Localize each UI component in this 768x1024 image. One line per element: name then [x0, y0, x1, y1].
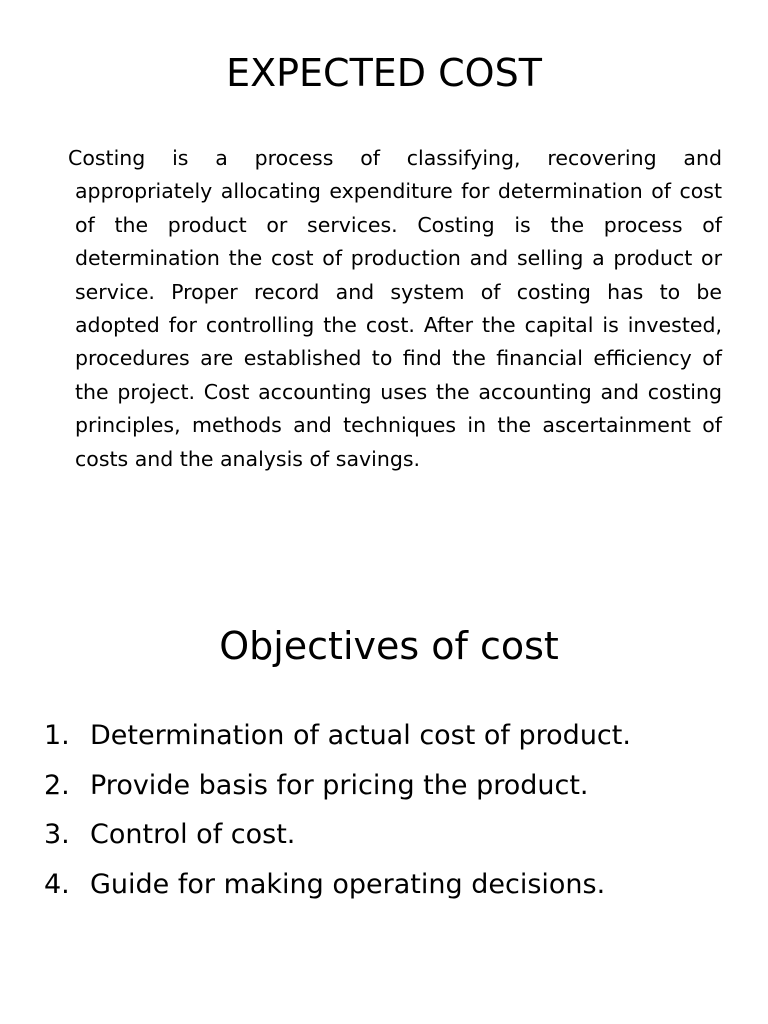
list-item-text: Control of cost. [90, 819, 296, 850]
list-item [44, 711, 744, 761]
list-item [44, 761, 744, 811]
list-item [44, 860, 744, 910]
list-item-number: 3. [44, 819, 70, 850]
list-item-number: 4. [44, 868, 70, 900]
section-heading: Objectives of cost [219, 624, 559, 668]
list-item-number: 2. [44, 769, 70, 801]
page-title: EXPECTED COST [226, 51, 542, 95]
list-item [44, 810, 744, 860]
objectives-list [44, 711, 744, 909]
list-item-text: Determination of actual cost of product. [90, 720, 631, 751]
intro-paragraph: Costing is a process of classifying, recovering and appropriately allocating expenditure for determination of cost of the product or services. Costing is the process of determination the cost of production and selling a product or service. Proper record and system of costing has to be adopted for controlling the cost. After the capital is invested, procedures are established to find the financial efficiency of the project. Cost accounting uses the accounting and costing principles, methods and techniques in the ascertainment of costs and the analysis of savings. [68, 146, 722, 471]
list-item-number: 1. [44, 720, 70, 751]
list-item-text: Provide basis for pricing the product. [90, 769, 589, 801]
list-item-text: Guide for making operating decisions. [90, 868, 606, 900]
